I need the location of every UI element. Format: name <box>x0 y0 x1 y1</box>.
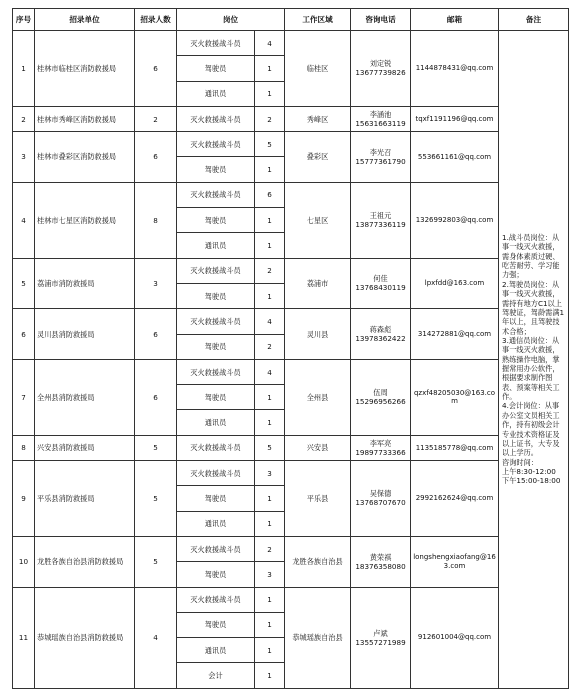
email-cell: 912601004@qq.com <box>411 587 499 688</box>
contact-phone: 18376358080 <box>355 561 406 571</box>
area-cell: 叠彩区 <box>285 132 351 183</box>
seq-cell: 9 <box>13 461 35 537</box>
area-cell: 秀峰区 <box>285 106 351 131</box>
header-email: 邮箱 <box>411 9 499 31</box>
contact-name: 王祖元 <box>369 211 392 221</box>
contact-phone: 13768430119 <box>355 283 406 293</box>
seq-cell: 7 <box>13 359 35 435</box>
header-total: 招录人数 <box>135 9 177 31</box>
position-cell: 灭火救援战斗员 <box>177 461 255 486</box>
count-cell: 1 <box>255 410 285 435</box>
count-cell: 3 <box>255 461 285 486</box>
position-cell: 驾驶员 <box>177 283 255 308</box>
position-cell: 灭火救援战斗员 <box>177 106 255 131</box>
area-cell: 平乐县 <box>285 461 351 537</box>
count-cell: 2 <box>255 258 285 283</box>
unit-cell: 全州县消防救援局 <box>35 359 135 435</box>
unit-cell: 桂林市临桂区消防救援局 <box>35 31 135 107</box>
count-cell: 1 <box>255 612 285 637</box>
contact-cell <box>351 461 411 537</box>
area-cell: 荔浦市 <box>285 258 351 309</box>
position-cell: 驾驶员 <box>177 486 255 511</box>
contact-name: 李涵池 <box>369 110 392 120</box>
count-cell: 1 <box>255 208 285 233</box>
area-cell: 龙胜各族自治县 <box>285 536 351 587</box>
total-cell: 8 <box>135 182 177 258</box>
seq-cell: 2 <box>13 106 35 131</box>
contact-phone: 13557271989 <box>355 637 406 647</box>
position-cell: 通讯员 <box>177 233 255 258</box>
count-cell: 3 <box>255 562 285 587</box>
area-cell: 全州县 <box>285 359 351 435</box>
position-cell: 驾驶员 <box>177 56 255 81</box>
count-cell: 1 <box>255 638 285 663</box>
count-cell: 6 <box>255 182 285 207</box>
table-row <box>13 106 569 131</box>
seq-cell: 11 <box>13 587 35 688</box>
position-cell: 通讯员 <box>177 410 255 435</box>
total-cell: 6 <box>135 31 177 107</box>
position-cell: 灭火救援战斗员 <box>177 132 255 157</box>
remark-line: 1.战斗员岗位：从事一线灭火救援，需身体素质过硬、吃苦耐劳、学习能力强； <box>502 233 560 280</box>
count-cell: 2 <box>255 106 285 131</box>
email-cell: 1135185778@qq.com <box>411 435 499 460</box>
count-cell: 1 <box>255 283 285 308</box>
header-position: 岗位 <box>177 9 285 31</box>
count-cell: 1 <box>255 587 285 612</box>
email-cell: 1326992803@qq.com <box>411 182 499 258</box>
email-cell: 1144878431@qq.com <box>411 31 499 107</box>
total-cell: 5 <box>135 435 177 460</box>
contact-phone: 13978362422 <box>355 334 406 344</box>
contact-name: 刘定锐 <box>369 59 392 69</box>
contact-cell <box>351 106 411 131</box>
unit-cell: 桂林市秀峰区消防救援局 <box>35 106 135 131</box>
remark-line: 咨询时间： <box>502 457 538 467</box>
contact-cell <box>351 587 411 688</box>
unit-cell: 兴安县消防救援局 <box>35 435 135 460</box>
position-cell: 驾驶员 <box>177 562 255 587</box>
contact-phone: 13677739826 <box>355 68 406 78</box>
count-cell: 4 <box>255 359 285 384</box>
header-seq: 序号 <box>13 9 35 31</box>
total-cell: 6 <box>135 132 177 183</box>
count-cell: 2 <box>255 334 285 359</box>
email-cell: 314272881@qq.com <box>411 309 499 360</box>
unit-cell: 龙胜各族自治县消防救援局 <box>35 536 135 587</box>
contact-name: 李军亮 <box>369 438 392 448</box>
position-cell: 驾驶员 <box>177 334 255 359</box>
position-cell: 灭火救援战斗员 <box>177 31 255 56</box>
seq-cell: 6 <box>13 309 35 360</box>
position-cell: 通讯员 <box>177 638 255 663</box>
count-cell: 1 <box>255 486 285 511</box>
position-cell: 通讯员 <box>177 511 255 536</box>
recruit-table <box>12 8 568 688</box>
count-cell: 5 <box>255 435 285 460</box>
count-cell: 1 <box>255 81 285 106</box>
contact-phone: 19897733366 <box>355 447 406 457</box>
contact-name: 黄荣祺 <box>369 552 392 562</box>
header-unit: 招录单位 <box>35 9 135 31</box>
header-area: 工作区域 <box>285 9 351 31</box>
contact-name: 吴保德 <box>369 489 392 499</box>
email-cell: qzxf48205030@163.com <box>411 359 499 435</box>
remarks-cell <box>499 31 569 689</box>
contact-cell <box>351 182 411 258</box>
contact-cell <box>351 359 411 435</box>
email-cell: tqxf1191196@qq.com <box>411 106 499 131</box>
unit-cell: 桂林市叠彩区消防救援局 <box>35 132 135 183</box>
email-cell: 553661161@qq.com <box>411 132 499 183</box>
contact-cell <box>351 536 411 587</box>
contact-phone: 15777361790 <box>355 156 406 166</box>
unit-cell: 桂林市七星区消防救援局 <box>35 182 135 258</box>
position-cell: 驾驶员 <box>177 208 255 233</box>
table-row <box>13 587 569 612</box>
seq-cell: 3 <box>13 132 35 183</box>
position-cell: 灭火救援战斗员 <box>177 258 255 283</box>
unit-cell: 灵川县消防救援局 <box>35 309 135 360</box>
total-cell: 6 <box>135 309 177 360</box>
email-cell: lpxfdd@163.com <box>411 258 499 309</box>
seq-cell: 10 <box>13 536 35 587</box>
count-cell: 1 <box>255 157 285 182</box>
area-cell: 七星区 <box>285 182 351 258</box>
table-row <box>13 359 569 384</box>
contact-name: 卢斌 <box>373 628 388 638</box>
recruitment-table <box>12 8 569 689</box>
area-cell: 恭城瑶族自治县 <box>285 587 351 688</box>
header-phone: 咨询电话 <box>351 9 411 31</box>
position-cell: 会计 <box>177 663 255 688</box>
position-cell: 驾驶员 <box>177 385 255 410</box>
area-cell: 临桂区 <box>285 31 351 107</box>
remark-line: 2.驾驶员岗位：从事一线灭火救援，需持有地方C1以上驾驶证，驾龄需满1年以上，且驾驶技术合格； <box>502 279 565 336</box>
contact-phone: 15296956266 <box>355 397 406 407</box>
seq-cell: 8 <box>13 435 35 460</box>
total-cell: 6 <box>135 359 177 435</box>
count-cell: 5 <box>255 132 285 157</box>
header-row <box>13 9 569 31</box>
seq-cell: 1 <box>13 31 35 107</box>
count-cell: 4 <box>255 31 285 56</box>
contact-cell <box>351 435 411 460</box>
count-cell: 4 <box>255 309 285 334</box>
total-cell: 5 <box>135 461 177 537</box>
total-cell: 3 <box>135 258 177 309</box>
unit-cell: 平乐县消防救援局 <box>35 461 135 537</box>
contact-phone: 15631663119 <box>355 119 406 129</box>
contact-phone: 13877336119 <box>355 220 406 230</box>
position-cell: 通讯员 <box>177 81 255 106</box>
table-row <box>13 258 569 283</box>
contact-cell <box>351 309 411 360</box>
contact-phone: 13768707670 <box>355 498 406 508</box>
position-cell: 驾驶员 <box>177 612 255 637</box>
email-cell: longshengxiaofang@163.com <box>411 536 499 587</box>
table-row <box>13 536 569 561</box>
count-cell: 2 <box>255 536 285 561</box>
count-cell: 1 <box>255 56 285 81</box>
position-cell: 灭火救援战斗员 <box>177 309 255 334</box>
contact-name: 蒋森彪 <box>369 325 392 335</box>
table-row <box>13 435 569 460</box>
contact-name: 伍周 <box>373 388 388 398</box>
seq-cell: 4 <box>13 182 35 258</box>
unit-cell: 荔浦市消防救援局 <box>35 258 135 309</box>
contact-cell <box>351 31 411 107</box>
total-cell: 2 <box>135 106 177 131</box>
count-cell: 1 <box>255 385 285 410</box>
table-row <box>13 309 569 334</box>
total-cell: 4 <box>135 587 177 688</box>
email-cell: 2992162624@qq.com <box>411 461 499 537</box>
count-cell: 1 <box>255 663 285 688</box>
contact-cell <box>351 258 411 309</box>
remark-line: 3.通信员岗位：从事一线灭火救援，熟练操作电脑，掌握常用办公软件，根据要求制作图表、预案等相关工作。 <box>502 335 560 402</box>
remark-line: 4.会计岗位：从事办公室文员相关工作，持有初级会计专业技术资格证及以上证书，大专及以上学历。 <box>502 401 560 458</box>
position-cell: 灭火救援战斗员 <box>177 536 255 561</box>
position-cell: 灭火救援战斗员 <box>177 587 255 612</box>
count-cell: 1 <box>255 511 285 536</box>
unit-cell: 恭城瑶族自治县消防救援局 <box>35 587 135 688</box>
position-cell: 驾驶员 <box>177 157 255 182</box>
table-row <box>13 132 569 157</box>
contact-name: 何佳 <box>373 274 388 284</box>
position-cell: 灭火救援战斗员 <box>177 435 255 460</box>
count-cell: 1 <box>255 233 285 258</box>
table-row <box>13 461 569 486</box>
seq-cell: 5 <box>13 258 35 309</box>
position-cell: 灭火救援战斗员 <box>177 182 255 207</box>
table-row <box>13 182 569 207</box>
table-row <box>13 31 569 56</box>
contact-cell <box>351 132 411 183</box>
area-cell: 兴安县 <box>285 435 351 460</box>
remark-line: 下午15:00-18:00 <box>502 476 561 486</box>
total-cell: 5 <box>135 536 177 587</box>
header-remarks: 备注 <box>499 9 569 31</box>
area-cell: 灵川县 <box>285 309 351 360</box>
contact-name: 李光召 <box>369 147 392 157</box>
position-cell: 灭火救援战斗员 <box>177 359 255 384</box>
remark-line: 上午8:30-12:00 <box>502 466 556 476</box>
